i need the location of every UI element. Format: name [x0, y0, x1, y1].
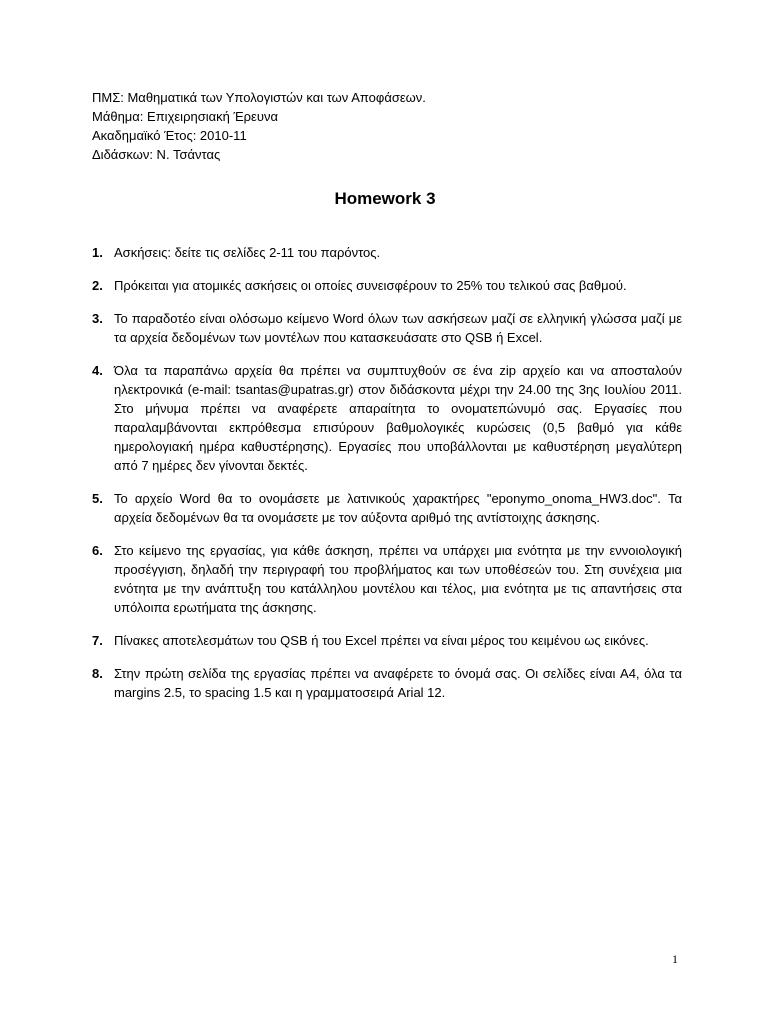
item-number: 4.: [92, 363, 103, 378]
instructions-list: [92, 243, 682, 716]
list-item: [92, 276, 682, 295]
item-text: Το παραδοτέο είναι ολόσωμο κείμενο Word όλων των ασκήσεων μαζί σε ελληνική γλώσσα μαζί με τα αρχεία δεδομένων των μοντέλων που κατασκευάσατε στο QSB ή Excel.: [114, 311, 682, 345]
item-number: 1.: [92, 245, 103, 260]
page-number: 1: [672, 952, 678, 966]
item-text: Ασκήσεις: δείτε τις σελίδες 2-11 του παρόντος.: [114, 245, 381, 260]
item-text: Το αρχείο Word θα το ονομάσετε με λατινικούς χαρακτήρες "eponymo_onoma_HW3.doc". Τα αρχεία δεδομένων θα τα ονομάσετε με τον αύξοντα αριθμό της αντίστοιχης άσκησης.: [114, 491, 682, 525]
list-item: [92, 309, 682, 347]
instructor-line: Διδάσκων: Ν. Τσάντας: [92, 147, 221, 162]
item-number: 6.: [92, 543, 103, 558]
document-header: [92, 88, 692, 164]
program-line: ΠΜΣ: Μαθηματικά των Υπολογιστών και των Αποφάσεων.: [92, 90, 426, 105]
item-text: Στην πρώτη σελίδα της εργασίας πρέπει να αναφέρετε το όνομά σας. Οι σελίδες είναι A4, όλα τα margins 2.5, το spacing 1.5 και η γραμματοσειρά Arial 12.: [114, 666, 682, 700]
course-line: Μάθημα: Επιχειρησιακή Έρευνα: [92, 109, 278, 124]
year-line: Ακαδημαϊκό Έτος: 2010-11: [92, 128, 247, 143]
item-number: 2.: [92, 278, 103, 293]
list-item: [92, 631, 682, 650]
item-text: Στο κείμενο της εργασίας, για κάθε άσκηση, πρέπει να υπάρχει μια ενότητα με την εννοιολογική προσέγγιση, δηλαδή την περιγραφή του προβλήματος και των υποθέσεών του. Στη συνέχεια μια ενότητα με την ανάπτυξη του κατάλληλου μοντέλου και τέλος, μια ενότητα με τις απαντήσεις στα υπόλοιπα ερωτήματα της άσκησης.: [114, 543, 682, 615]
item-text: Πίνακες αποτελεσμάτων του QSB ή του Excel πρέπει να είναι μέρος του κειμένου ως εικόνες.: [114, 633, 649, 648]
list-item: [92, 361, 682, 475]
item-number: 3.: [92, 311, 103, 326]
page-title: Homework 3: [334, 189, 436, 208]
item-number: 8.: [92, 666, 103, 681]
item-number: 7.: [92, 633, 103, 648]
list-item: [92, 664, 682, 702]
item-text: Όλα τα παραπάνω αρχεία θα πρέπει να συμπτυχθούν σε ένα zip αρχείο και να αποσταλούν ηλεκτρονικά (e-mail: tsantas@upatras.gr) στον διδάσκοντα μέχρι την 24.00 της 3ης Ιουλίου 2011. Στο μήνυμα πρέπει να αναφέρετε απαραίτητα το ονοματεπώνυμό σας. Εργασίες που παραλαμβάνονται εκπρόθεσμα επισύρουν βαθμολογικές κυρώσεις (0,5 βαθμό για κάθε ημερολογιακή ημέρα καθυστέρησης). Εργασίες που υποβάλλονται με καθυστέρηση μεγαλύτερη από 7 ημέρες δεν γίνονται δεκτές.: [114, 363, 682, 473]
list-item: [92, 489, 682, 527]
list-item: [92, 243, 682, 262]
item-number: 5.: [92, 491, 103, 506]
list-item: [92, 541, 682, 617]
item-text: Πρόκειται για ατομικές ασκήσεις οι οποίες συνεισφέρουν το 25% του τελικού σας βαθμού.: [114, 278, 627, 293]
